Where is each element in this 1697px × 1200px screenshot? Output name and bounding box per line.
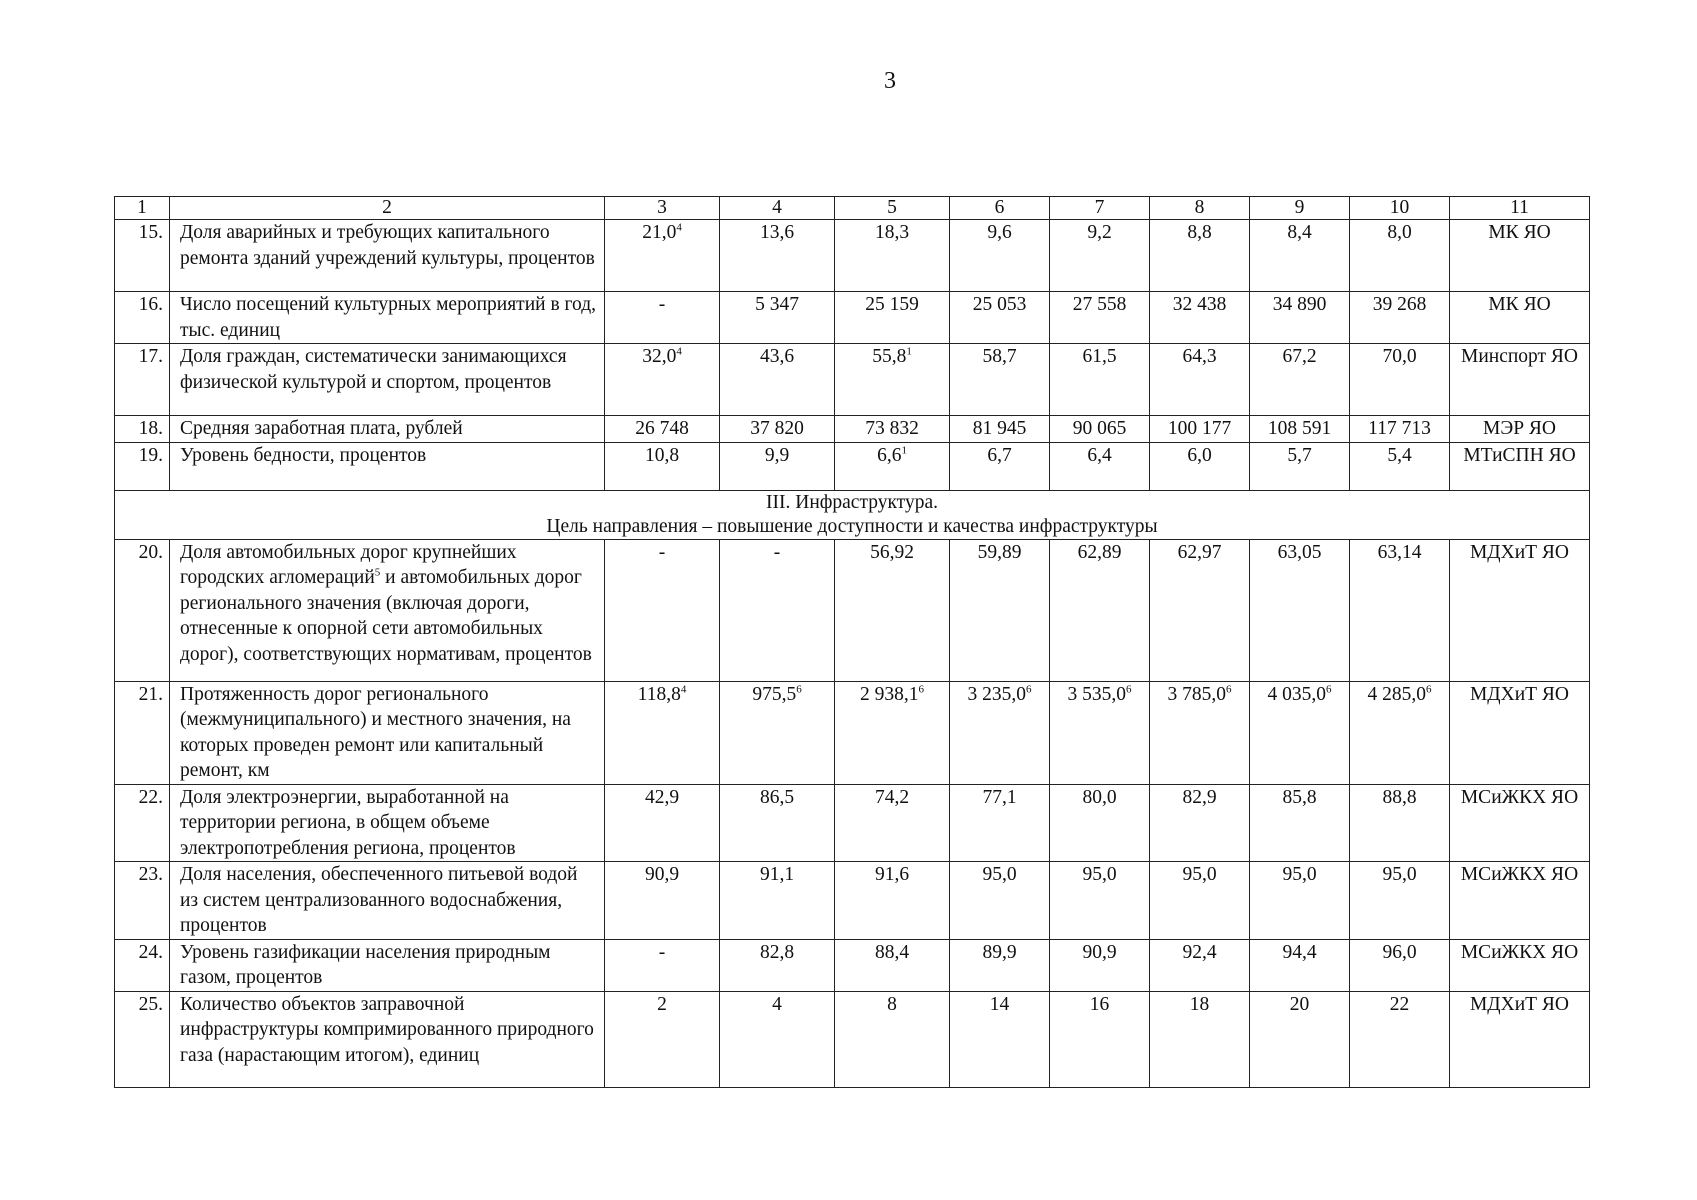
value: 73 832 (865, 418, 919, 439)
value-cell (1150, 991, 1250, 1087)
row-number: 19. (115, 442, 170, 490)
value: 80,0 (1082, 786, 1117, 808)
indicator-name: Доля электроэнергии, выработанной на территории региона, в общем объеме электропотребления региона, процентов (170, 784, 605, 862)
value: 3 235,0 (967, 683, 1026, 705)
value-cell (1350, 862, 1450, 940)
value-cell (950, 220, 1050, 292)
row-number: 22. (115, 784, 170, 862)
value-cell (950, 416, 1050, 443)
value: - (658, 294, 666, 315)
indicator-name: Число посещений культурных мероприятий в год, тыс. единиц (170, 292, 605, 344)
value-cell (605, 681, 720, 784)
value-cell (1250, 784, 1350, 862)
value: 90,9 (644, 864, 680, 885)
column-header-11: 11 (1450, 197, 1590, 220)
value: 96,0 (1382, 941, 1417, 963)
row-number: 17. (115, 344, 170, 416)
value-cell (1050, 862, 1150, 940)
value: 70,0 (1382, 346, 1417, 367)
value-cell (835, 220, 950, 292)
value: 39 268 (1372, 294, 1427, 315)
value: 91,6 (874, 864, 910, 885)
indicator-name: Доля аварийных и требующих капитального ремонта зданий учреждений культуры, процентов (170, 220, 605, 292)
value-cell (1250, 939, 1350, 991)
responsible-body: МСиЖКХ ЯО (1450, 862, 1590, 940)
value-cell (605, 292, 720, 344)
indicator-name: Доля граждан, систематически занимающихся физической культурой и спортом, процентов (170, 344, 605, 416)
value-cell (950, 539, 1050, 681)
value: 975,5 (752, 683, 797, 705)
responsible-body: МК ЯО (1450, 292, 1590, 344)
value-cell (1050, 939, 1150, 991)
value: 90,9 (1082, 941, 1117, 963)
value-cell (1150, 220, 1250, 292)
value: 56,92 (870, 541, 914, 563)
footnote-mark: 4 (676, 221, 682, 234)
value-cell (1050, 344, 1150, 416)
value-cell (1250, 416, 1350, 443)
value-cell (1350, 939, 1450, 991)
value: 82,9 (1182, 786, 1217, 808)
value: 8,4 (1287, 222, 1312, 243)
value-cell (835, 991, 950, 1087)
value-cell (950, 442, 1050, 490)
column-header-7: 7 (1050, 197, 1150, 220)
value: 43,6 (759, 346, 795, 367)
value: 58,7 (982, 346, 1017, 367)
value-cell (605, 442, 720, 490)
value-cell (1050, 991, 1150, 1087)
value-cell (720, 292, 835, 344)
value: 5,4 (1387, 444, 1412, 466)
value-cell (835, 416, 950, 443)
value-cell (835, 862, 950, 940)
responsible-body: МТиСПН ЯО (1450, 442, 1590, 490)
row-number: 23. (115, 862, 170, 940)
section-title: III. Инфраструктура. (766, 491, 938, 513)
value: 81 945 (972, 418, 1027, 439)
column-header-8: 8 (1150, 197, 1250, 220)
value-cell (1350, 220, 1450, 292)
table-row (115, 220, 1590, 292)
value-cell (720, 991, 835, 1087)
value: 94,4 (1282, 941, 1317, 963)
value-cell (1050, 292, 1150, 344)
value: 5,7 (1287, 444, 1312, 466)
row-number: 24. (115, 939, 170, 991)
value: 2 (657, 993, 667, 1015)
value: 63,14 (1377, 541, 1422, 563)
value: 82,8 (759, 941, 795, 963)
section-header (115, 490, 1590, 539)
column-header-1: 1 (115, 197, 170, 220)
footnote-mark: 1 (901, 444, 907, 456)
value: 63,05 (1277, 541, 1322, 563)
value: 59,89 (977, 541, 1022, 563)
value: 88,4 (874, 941, 910, 963)
value-cell (835, 784, 950, 862)
value-cell (720, 681, 835, 784)
value-cell (605, 991, 720, 1087)
value: 9,9 (764, 444, 790, 466)
value: 74,2 (874, 786, 910, 808)
value-cell (835, 539, 950, 681)
row-number: 20. (115, 539, 170, 681)
row-number: 15. (115, 220, 170, 292)
value-cell (1050, 220, 1150, 292)
value-cell (950, 939, 1050, 991)
value: 34 890 (1272, 294, 1327, 315)
table-row (115, 681, 1590, 784)
table-row (115, 416, 1590, 443)
table-row (115, 784, 1590, 862)
value-cell (720, 939, 835, 991)
value: 25 159 (865, 294, 919, 315)
value: 8 (887, 993, 897, 1015)
value: 6,7 (987, 444, 1012, 466)
value: 95,0 (1082, 864, 1117, 885)
value-cell (605, 939, 720, 991)
value-cell (1350, 681, 1450, 784)
value: 86,5 (759, 786, 795, 808)
value: 61,5 (1082, 346, 1117, 367)
responsible-body: МЭР ЯО (1450, 416, 1590, 443)
value-cell (835, 681, 950, 784)
value: 100 177 (1167, 418, 1232, 439)
value-cell (835, 939, 950, 991)
value-cell (1050, 416, 1150, 443)
value: 26 748 (635, 418, 689, 439)
value: 2 938,1 (860, 683, 919, 705)
value-cell (1150, 939, 1250, 991)
value-cell (720, 784, 835, 862)
column-header-4: 4 (720, 197, 835, 220)
responsible-body: МДХиТ ЯО (1450, 681, 1590, 784)
value-cell (1250, 220, 1350, 292)
value-cell (1350, 539, 1450, 681)
value: 92,4 (1182, 941, 1217, 963)
value: 3 785,0 (1167, 683, 1226, 705)
value: 62,97 (1177, 541, 1222, 563)
value: - (658, 541, 666, 563)
value-cell (1350, 784, 1450, 862)
responsible-body: МДХиТ ЯО (1450, 539, 1590, 681)
value-cell (720, 442, 835, 490)
value-cell (1150, 442, 1250, 490)
value: 22 (1389, 993, 1410, 1015)
value: 18,3 (874, 222, 910, 243)
responsible-body: Минспорт ЯО (1450, 344, 1590, 416)
indicator-name: Уровень бедности, процентов (170, 442, 605, 490)
value: 8,0 (1387, 222, 1412, 243)
value: 95,0 (1282, 864, 1317, 885)
value-cell (1050, 442, 1150, 490)
indicator-name: Протяженность дорог регионального (межмуниципального) и местного значения, на которых проведен ремонт или капитальный ремонт, км (170, 681, 605, 784)
column-header-5: 5 (835, 197, 950, 220)
indicators-table (114, 196, 1590, 1088)
table-row (115, 344, 1590, 416)
value-cell (835, 292, 950, 344)
footnote-mark: 6 (918, 683, 924, 695)
value: 91,1 (759, 864, 795, 885)
value-cell (1150, 862, 1250, 940)
footnote-mark: 6 (1326, 683, 1332, 695)
row-number: 16. (115, 292, 170, 344)
value: 6,0 (1187, 444, 1212, 466)
value: 32 438 (1172, 294, 1227, 315)
indicator-name: Доля населения, обеспеченного питьевой водой из систем централизованного водоснабжения, процентов (170, 862, 605, 940)
value: 25 053 (972, 294, 1027, 315)
value: 6,4 (1087, 444, 1112, 466)
value-cell (720, 416, 835, 443)
page-number: 3 (884, 68, 896, 94)
footnote-mark: 6 (796, 683, 802, 695)
value-cell (1250, 442, 1350, 490)
footnote-mark: 6 (1126, 683, 1132, 695)
value: 9,6 (987, 222, 1012, 243)
section-row (115, 490, 1590, 539)
value: 6,6 (877, 444, 902, 466)
value-cell (605, 344, 720, 416)
indicator-name-part: и автомобильных дорог регионального значения (включая дороги, отнесенные к опорной сети автомобильных дорог), соответствующих нормативам, процентов (180, 567, 592, 665)
responsible-body: МСиЖКХ ЯО (1450, 784, 1590, 862)
table-row (115, 442, 1590, 490)
responsible-body: МК ЯО (1450, 220, 1590, 292)
value: 108 591 (1267, 418, 1332, 439)
value: 85,8 (1282, 786, 1317, 808)
value: 90 065 (1072, 418, 1127, 439)
table-body (115, 197, 1590, 1088)
value: 118,8 (637, 683, 681, 705)
indicator-name (170, 539, 605, 681)
value-cell (720, 539, 835, 681)
responsible-body: МДХиТ ЯО (1450, 991, 1590, 1087)
value-cell (1250, 681, 1350, 784)
value: 37 820 (750, 418, 804, 439)
column-header-9: 9 (1250, 197, 1350, 220)
value-cell (950, 681, 1050, 784)
value-cell (1250, 991, 1350, 1087)
footnote-mark: 1 (906, 345, 912, 358)
value-cell (1250, 862, 1350, 940)
column-header-2: 2 (170, 197, 605, 220)
footnote-mark: 6 (1426, 683, 1432, 695)
value-cell (1150, 784, 1250, 862)
value: 4 035,0 (1267, 683, 1326, 705)
value: 4 285,0 (1367, 683, 1426, 705)
value: 10,8 (644, 444, 680, 466)
value: 13,6 (759, 222, 795, 243)
indicator-name: Количество объектов заправочной инфраструктуры компримированного природного газа (нарастающим итогом), единиц (170, 991, 605, 1087)
value-cell (1150, 681, 1250, 784)
row-number: 18. (115, 416, 170, 443)
value-cell (1350, 292, 1450, 344)
value: 67,2 (1282, 346, 1317, 367)
value-cell (950, 862, 1050, 940)
value: 16 (1089, 993, 1110, 1015)
footnote-mark: 6 (1026, 683, 1032, 695)
value-cell (605, 220, 720, 292)
row-number: 25. (115, 991, 170, 1087)
value-cell (1250, 344, 1350, 416)
value-cell (1150, 292, 1250, 344)
value: 27 558 (1072, 294, 1127, 315)
value: 95,0 (1182, 864, 1217, 885)
indicator-name-part: Доля автомобильных дорог крупнейших городских агломераций (180, 541, 517, 588)
value: 62,89 (1077, 541, 1122, 563)
value: 9,2 (1087, 222, 1112, 243)
value: 64,3 (1182, 346, 1217, 367)
value-cell (1150, 539, 1250, 681)
value-cell (720, 220, 835, 292)
value: 88,8 (1382, 786, 1417, 808)
column-header-3: 3 (605, 197, 720, 220)
value-cell (1050, 539, 1150, 681)
value-cell (1150, 416, 1250, 443)
value-cell (1350, 442, 1450, 490)
value: 42,9 (644, 786, 680, 808)
indicator-name: Уровень газификации населения природным газом, процентов (170, 939, 605, 991)
value-cell (720, 344, 835, 416)
value: 21,0 (642, 222, 677, 243)
value: 77,1 (982, 786, 1017, 808)
value-cell (1050, 784, 1150, 862)
value: 20 (1289, 993, 1310, 1015)
table-row (115, 939, 1590, 991)
value-cell (1050, 681, 1150, 784)
value-cell (950, 991, 1050, 1087)
value: 4 (772, 993, 782, 1015)
column-header-6: 6 (950, 197, 1050, 220)
indicator-name: Средняя заработная плата, рублей (170, 416, 605, 443)
value: 5 347 (755, 294, 799, 315)
value: 3 535,0 (1067, 683, 1126, 705)
value: - (658, 941, 666, 963)
value: 95,0 (1382, 864, 1417, 885)
column-header-10: 10 (1350, 197, 1450, 220)
value-cell (950, 292, 1050, 344)
value: 117 713 (1368, 418, 1431, 439)
value-cell (950, 344, 1050, 416)
value: 32,0 (642, 346, 677, 367)
value: 14 (989, 993, 1010, 1015)
value: 95,0 (982, 864, 1017, 885)
value: 18 (1189, 993, 1210, 1015)
value-cell (605, 539, 720, 681)
value-cell (1350, 416, 1450, 443)
value-cell (1250, 292, 1350, 344)
value-cell (835, 442, 950, 490)
table-row (115, 862, 1590, 940)
footnote-mark: 4 (680, 683, 687, 695)
table-row (115, 539, 1590, 681)
value-cell (605, 416, 720, 443)
footnote-mark: 6 (1226, 683, 1232, 695)
value: - (773, 541, 781, 563)
table-row (115, 292, 1590, 344)
value-cell (605, 862, 720, 940)
value: 8,8 (1187, 222, 1212, 243)
responsible-body: МСиЖКХ ЯО (1450, 939, 1590, 991)
footnote-mark: 5 (374, 566, 381, 579)
value-cell (605, 784, 720, 862)
value-cell (1350, 344, 1450, 416)
table-row (115, 991, 1590, 1087)
section-goal: Цель направления – повышение доступности и качества инфраструктуры (546, 515, 1158, 537)
header-row (115, 197, 1590, 220)
value-cell (1350, 991, 1450, 1087)
value: 89,9 (982, 941, 1017, 963)
footnote-mark: 4 (676, 345, 682, 358)
value-cell (835, 344, 950, 416)
value-cell (950, 784, 1050, 862)
row-number: 21. (115, 681, 170, 784)
value-cell (1250, 539, 1350, 681)
value-cell (1150, 344, 1250, 416)
value: 55,8 (872, 346, 907, 367)
value-cell (720, 862, 835, 940)
